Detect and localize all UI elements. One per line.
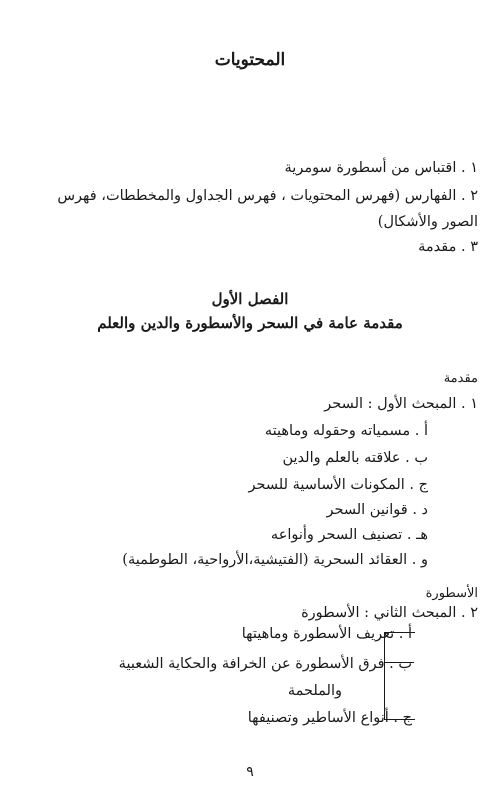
section2-item-a: أ . تعريف الأسطورة وماهيتها (241, 626, 412, 642)
section2-item-b-cont: والملحمة (287, 683, 342, 699)
section1-item-b: ب . علاقته بالعلم والدين (282, 450, 428, 466)
toc-item-indexes: ٢ . الفهارس (فهرس المحتويات ، فهرس الجداول والمخططات، فهرس (57, 188, 478, 204)
section2-title: ٢ . المبحث الثاني : الأسطورة (301, 605, 478, 621)
section2-item-c: ج . أنواع الأساطير وتصنيفها (247, 710, 412, 726)
section1-item-d: د . قوانين السحر (326, 502, 428, 518)
chapter-heading: الفصل الأول (211, 290, 289, 308)
toc-item-intro: ٣ . مقدمة (418, 239, 478, 255)
bracket-tick (384, 662, 414, 663)
section1-item-f: و . العقائد السحرية (الفتيشية،الأرواحية، الطوطمية) (122, 552, 428, 568)
grouping-bracket (384, 632, 415, 720)
chapter-intro: مقدمة (443, 371, 478, 386)
page-title: المحتويات (214, 50, 286, 70)
section2-label: الأسطورة (425, 586, 478, 601)
section1-item-c: ج . المكونات الأساسية للسحر (248, 477, 428, 493)
toc-item-indexes-cont: الصور والأشكال) (377, 214, 478, 230)
section1-title: ١ . المبحث الأول : السحر (324, 396, 478, 412)
section2-item-b: ب . فرق الأسطورة عن الخرافة والحكاية الشعبية (118, 656, 412, 672)
section1-item-e: هـ . تصنيف السحر وأنواعه (270, 527, 428, 543)
section1-item-a: أ . مسمياته وحقوله وماهيته (264, 423, 428, 439)
chapter-subtitle: مقدمة عامة في السحر والأسطورة والدين والعلم (97, 314, 403, 332)
toc-item-quote: ١ . اقتباس من أسطورة سومرية (284, 160, 478, 176)
page-number: ٩ (246, 764, 254, 780)
